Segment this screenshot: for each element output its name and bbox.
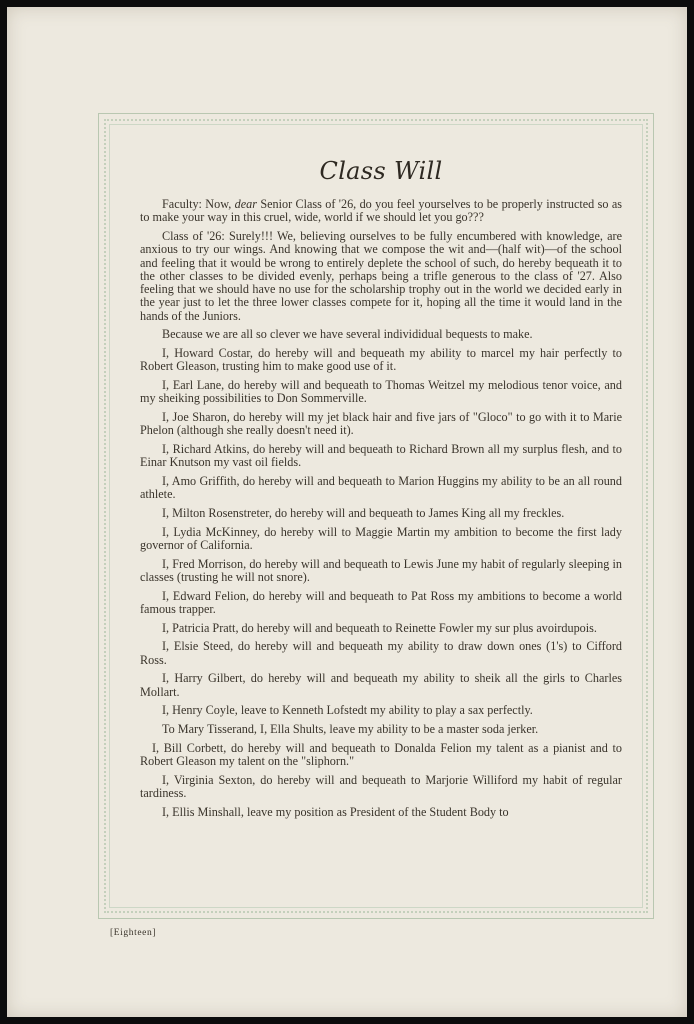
paragraph [140, 198, 622, 225]
emphasis-text: dear [234, 197, 257, 211]
paragraph-text: I, Patricia Pratt, do hereby will and bequeath to Reinette Fowler my sur plus avoirdupois. [162, 620, 597, 635]
paragraph [140, 742, 622, 769]
paragraph [140, 590, 622, 617]
paragraph [140, 347, 622, 374]
paragraph-text: I, Joe Sharon, do hereby will my jet black hair and five jars of "Gloco" to go with it to Marie Phelon (although she really doesn't need it). [140, 410, 622, 438]
paragraph [140, 526, 622, 553]
paragraph [140, 443, 622, 470]
paragraph-text: I, Fred Morrison, do hereby will and bequeath to Lewis June my habit of regularly sleeping in classes (trusting he will not snore). [140, 556, 622, 585]
paragraph [140, 622, 622, 635]
paragraph [140, 230, 622, 323]
paragraph-text: Faculty: Now, [162, 197, 235, 211]
paragraph [140, 379, 622, 406]
paragraph [140, 507, 622, 520]
paragraph-text: I, Henry Coyle, leave to Kenneth Lofstedt my ability to play a sax perfectly. [162, 703, 533, 718]
paragraph-text: I, Amo Griffith, do hereby will and bequeath to Marion Huggins my ability to be an all round athlete. [140, 474, 622, 502]
page-content [140, 157, 622, 824]
paragraph-text: I, Ellis Minshall, leave my position as President of the Student Body to [162, 804, 509, 819]
paragraph-text: Senior Class of '26, do you feel yourselves to be properly instructed so as to make your way in this cruel, wide, world if we should let you go??? [140, 197, 622, 225]
paragraph [140, 475, 622, 502]
paragraph-text: Because we are all so clever we have several individidual bequests to make. [162, 327, 533, 342]
paragraph-text: I, Bill Corbett, do hereby will and bequeath to Donalda Felion my talent as a pianist and to Robert Gleason my talent on the "sliphorn." [140, 740, 622, 769]
paragraph-text: I, Harry Gilbert, do hereby will and bequeath my ability to sheik all the girls to Charles Mollart. [140, 671, 622, 699]
paragraph [140, 558, 622, 585]
paragraph [140, 672, 622, 699]
paragraph [140, 328, 622, 341]
paragraph-text: To Mary Tisserand, I, Ella Shults, leave my ability to be a master soda jerker. [162, 722, 539, 737]
paragraph-text: Class of '26: Surely!!! We, believing ourselves to be fully encumbered with knowledge, are anxious to try our wings. And knowing that we compose the wit and—(half wit)—of the school and feeling that it would be wrong to entirely deplete the school of such, do hereby bequeath it to the other classes to be divided evenly, perhaps being a trifle generous to the class of '27. Also feeling that we should have no use for the scholarship trophy out in the world we decided early in the year just to let the three lower classes compete for it, hoping all the time it would land in the hands of the Juniors. [140, 228, 622, 323]
paragraph-text: I, Elsie Steed, do hereby will and bequeath my ability to draw down ones (1's) to Cifford Ross. [140, 639, 622, 667]
paragraph [140, 704, 622, 717]
paragraph [140, 640, 622, 667]
paragraph [140, 806, 622, 819]
paragraph-text: I, Howard Costar, do hereby will and bequeath my ability to marcel my hair perfectly to Robert Gleason, trusting him to make good use of it. [140, 346, 622, 374]
paragraph-text: I, Virginia Sexton, do hereby will and bequeath to Marjorie Williford my habit of regular tardiness. [140, 772, 622, 801]
paragraph-text: I, Richard Atkins, do hereby will and bequeath to Richard Brown all my surplus flesh, and to Einar Knutson my vast oil fields. [140, 442, 622, 470]
page-title: Class Will [319, 157, 443, 185]
paragraph-text: I, Edward Felion, do hereby will and bequeath to Pat Ross my ambitions to become a world famous trapper. [140, 588, 622, 617]
paragraph-text: I, Lydia McKinney, do hereby will to Maggie Martin my ambition to become the first lady governor of California. [140, 524, 622, 553]
paragraph [140, 723, 622, 736]
paragraph-text: I, Earl Lane, do hereby will and bequeath to Thomas Weitzel my melodious tenor voice, and my sheiking possibilities to Don Sommerville. [140, 378, 622, 406]
paragraph [140, 774, 622, 801]
page-number: [Eighteen] [110, 928, 157, 938]
paragraph-text: I, Milton Rosenstreter, do hereby will and bequeath to James King all my freckles. [162, 506, 565, 521]
text-body [140, 198, 622, 819]
paragraph [140, 411, 622, 438]
